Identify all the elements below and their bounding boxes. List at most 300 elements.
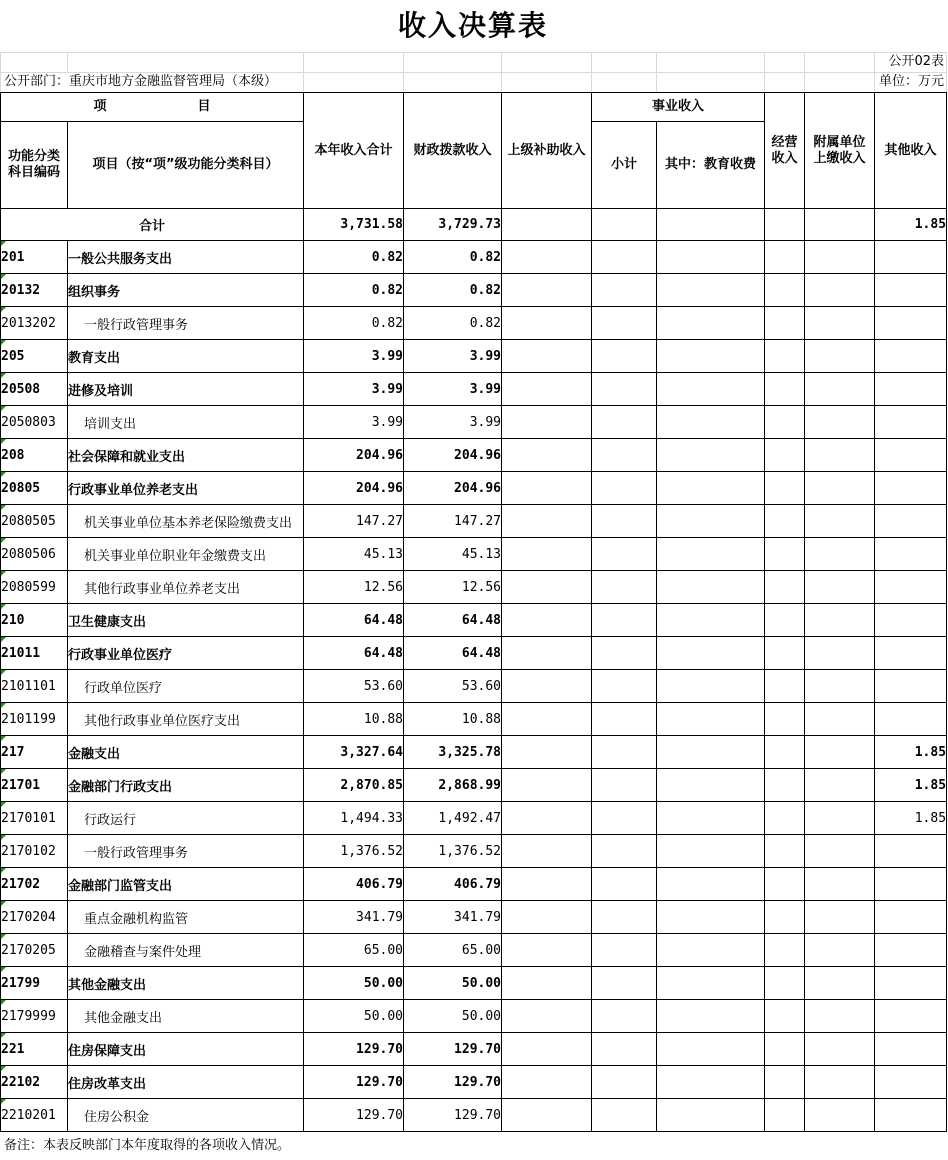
total-income-cell: 129.70 (304, 1033, 404, 1066)
item-name-cell: 住房保障支出 (68, 1033, 304, 1066)
operating-income-cell (765, 571, 805, 604)
business-income-subtotal-cell (592, 340, 657, 373)
education-fee-cell (657, 703, 765, 736)
fiscal-appropriation-cell: 3.99 (404, 340, 502, 373)
grand-total-fiscal-cell: 3,729.73 (404, 209, 502, 241)
table-row (1, 439, 947, 472)
gridline (67, 52, 68, 72)
function-code-cell: 2179999 (1, 1000, 68, 1033)
grand-total-income-cell: 3,731.58 (304, 209, 404, 241)
affiliated-remittance-cell (805, 868, 875, 901)
operating-income-cell (765, 505, 805, 538)
superior-subsidy-cell (502, 1066, 592, 1099)
superior-subsidy-cell (502, 505, 592, 538)
function-code-cell: 20132 (1, 274, 68, 307)
business-income-subtotal-cell (592, 1033, 657, 1066)
item-name-cell: 行政单位医疗 (68, 670, 304, 703)
other-income-cell: 1.85 (875, 769, 947, 802)
total-income-cell: 53.60 (304, 670, 404, 703)
operating-income-cell (765, 241, 805, 274)
superior-subsidy-cell (502, 472, 592, 505)
total-income-cell: 45.13 (304, 538, 404, 571)
grand-total-education-cell (657, 209, 765, 241)
operating-income-cell (765, 835, 805, 868)
education-fee-cell (657, 736, 765, 769)
item-name-cell: 卫生健康支出 (68, 604, 304, 637)
function-code-cell: 21799 (1, 967, 68, 1000)
operating-income-cell (765, 538, 805, 571)
total-income-cell: 64.48 (304, 637, 404, 670)
operating-income-cell (765, 901, 805, 934)
fiscal-appropriation-cell: 50.00 (404, 967, 502, 1000)
superior-subsidy-cell (502, 736, 592, 769)
education-fee-cell (657, 538, 765, 571)
total-income-cell: 147.27 (304, 505, 404, 538)
fiscal-appropriation-cell: 341.79 (404, 901, 502, 934)
function-code-cell: 2101101 (1, 670, 68, 703)
operating-income-cell (765, 736, 805, 769)
other-income-cell (875, 703, 947, 736)
other-income-cell (875, 241, 947, 274)
grand-total-subtotal-cell (592, 209, 657, 241)
business-income-subtotal-cell (592, 604, 657, 637)
education-fee-cell (657, 637, 765, 670)
other-income-cell (875, 505, 947, 538)
column-header-operating-income-label: 经营收入 (771, 134, 798, 166)
gridline (0, 52, 1, 92)
total-income-cell: 3.99 (304, 406, 404, 439)
other-income-cell (875, 1066, 947, 1099)
education-fee-cell (657, 406, 765, 439)
fiscal-appropriation-cell: 65.00 (404, 934, 502, 967)
education-fee-cell (657, 835, 765, 868)
column-header-function-code (1, 122, 68, 209)
unit-label: 单位：万元 (878, 74, 944, 89)
gridline (656, 52, 657, 92)
function-code-cell: 2080599 (1, 571, 68, 604)
function-code-cell: 2080505 (1, 505, 68, 538)
affiliated-remittance-cell (805, 274, 875, 307)
table-row (1, 901, 947, 934)
gridline (303, 52, 304, 92)
item-name-cell: 行政事业单位医疗 (68, 637, 304, 670)
education-fee-cell (657, 472, 765, 505)
table-row (1, 241, 947, 274)
table-row (1, 1099, 947, 1132)
other-income-cell (875, 967, 947, 1000)
column-header-function-code-label: 功能分类科目编码 (7, 149, 60, 180)
item-name-cell: 一般行政管理事务 (68, 307, 304, 340)
education-fee-cell (657, 967, 765, 1000)
function-code-cell: 2013202 (1, 307, 68, 340)
gridline (804, 52, 805, 92)
total-income-cell: 406.79 (304, 868, 404, 901)
affiliated-remittance-cell (805, 703, 875, 736)
business-income-subtotal-cell (592, 670, 657, 703)
column-header-total-income: 本年收入合计 (304, 93, 404, 209)
business-income-subtotal-cell (592, 373, 657, 406)
affiliated-remittance-cell (805, 1000, 875, 1033)
education-fee-cell (657, 307, 765, 340)
other-income-cell (875, 1033, 947, 1066)
table-row (1, 571, 947, 604)
operating-income-cell (765, 274, 805, 307)
operating-income-cell (765, 967, 805, 1000)
superior-subsidy-cell (502, 307, 592, 340)
superior-subsidy-cell (502, 604, 592, 637)
other-income-cell (875, 637, 947, 670)
item-name-cell: 培训支出 (68, 406, 304, 439)
other-income-cell (875, 439, 947, 472)
gridline (764, 52, 765, 92)
total-income-cell: 129.70 (304, 1066, 404, 1099)
item-name-cell: 教育支出 (68, 340, 304, 373)
total-income-cell: 0.82 (304, 274, 404, 307)
affiliated-remittance-cell (805, 406, 875, 439)
table-number: 公开02表 (888, 54, 944, 69)
table-row (1, 1000, 947, 1033)
other-income-cell (875, 901, 947, 934)
item-name-cell: 组织事务 (68, 274, 304, 307)
function-code-cell: 2170205 (1, 934, 68, 967)
education-fee-cell (657, 274, 765, 307)
other-income-cell (875, 868, 947, 901)
affiliated-remittance-cell (805, 472, 875, 505)
operating-income-cell (765, 670, 805, 703)
education-fee-cell (657, 604, 765, 637)
affiliated-remittance-cell (805, 307, 875, 340)
table-row (1, 802, 947, 835)
table-row (1, 505, 947, 538)
operating-income-cell (765, 604, 805, 637)
column-header-item (1, 93, 304, 122)
total-income-cell: 65.00 (304, 934, 404, 967)
affiliated-remittance-cell (805, 1033, 875, 1066)
other-income-cell (875, 571, 947, 604)
affiliated-remittance-cell (805, 967, 875, 1000)
business-income-subtotal-cell (592, 538, 657, 571)
table-row (1, 1066, 947, 1099)
item-name-cell: 其他行政事业单位医疗支出 (68, 703, 304, 736)
table-row (1, 1033, 947, 1066)
total-income-cell: 3.99 (304, 373, 404, 406)
other-income-cell (875, 538, 947, 571)
affiliated-remittance-cell (805, 439, 875, 472)
operating-income-cell (765, 340, 805, 373)
fiscal-appropriation-cell: 3,325.78 (404, 736, 502, 769)
superior-subsidy-cell (502, 670, 592, 703)
other-income-cell (875, 670, 947, 703)
item-name-cell: 行政运行 (68, 802, 304, 835)
business-income-subtotal-cell (592, 571, 657, 604)
item-name-cell: 住房公积金 (68, 1099, 304, 1132)
superior-subsidy-cell (502, 769, 592, 802)
fiscal-appropriation-cell: 50.00 (404, 1000, 502, 1033)
total-income-cell: 129.70 (304, 1099, 404, 1132)
education-fee-cell (657, 802, 765, 835)
item-name-cell: 社会保障和就业支出 (68, 439, 304, 472)
business-income-subtotal-cell (592, 241, 657, 274)
item-name-cell: 重点金融机构监管 (68, 901, 304, 934)
header-row (1, 93, 947, 122)
business-income-subtotal-cell (592, 802, 657, 835)
business-income-subtotal-cell (592, 472, 657, 505)
table-row (1, 604, 947, 637)
total-income-cell: 1,376.52 (304, 835, 404, 868)
fiscal-appropriation-cell: 129.70 (404, 1066, 502, 1099)
column-header-affiliated-remittance (805, 93, 875, 209)
function-code-cell: 2101199 (1, 703, 68, 736)
business-income-subtotal-cell (592, 769, 657, 802)
fiscal-appropriation-cell: 3.99 (404, 373, 502, 406)
function-code-cell: 2170102 (1, 835, 68, 868)
education-fee-cell (657, 670, 765, 703)
fiscal-appropriation-cell: 64.48 (404, 604, 502, 637)
business-income-subtotal-cell (592, 307, 657, 340)
function-code-cell: 2170204 (1, 901, 68, 934)
gridline (403, 52, 404, 92)
function-code-cell: 2080506 (1, 538, 68, 571)
operating-income-cell (765, 373, 805, 406)
education-fee-cell (657, 340, 765, 373)
function-code-cell: 208 (1, 439, 68, 472)
other-income-cell (875, 406, 947, 439)
item-name-cell: 金融支出 (68, 736, 304, 769)
total-income-cell: 12.56 (304, 571, 404, 604)
item-name-cell: 机关事业单位职业年金缴费支出 (68, 538, 304, 571)
business-income-subtotal-cell (592, 1000, 657, 1033)
superior-subsidy-cell (502, 934, 592, 967)
fiscal-appropriation-cell: 12.56 (404, 571, 502, 604)
superior-subsidy-cell (502, 802, 592, 835)
total-income-cell: 2,870.85 (304, 769, 404, 802)
superior-subsidy-cell (502, 439, 592, 472)
item-name-cell: 行政事业单位养老支出 (68, 472, 304, 505)
column-header-item-label: 项 目 (93, 99, 211, 114)
column-header-operating-income (765, 93, 805, 209)
total-income-cell: 50.00 (304, 1000, 404, 1033)
function-code-cell: 221 (1, 1033, 68, 1066)
affiliated-remittance-cell (805, 340, 875, 373)
fiscal-appropriation-cell: 64.48 (404, 637, 502, 670)
total-income-cell: 64.48 (304, 604, 404, 637)
column-header-affiliated-remittance-label: 附属单位上缴收入 (813, 134, 866, 166)
business-income-subtotal-cell (592, 934, 657, 967)
other-income-cell (875, 274, 947, 307)
affiliated-remittance-cell (805, 670, 875, 703)
fiscal-appropriation-cell: 0.82 (404, 274, 502, 307)
education-fee-cell (657, 934, 765, 967)
item-name-cell: 金融部门监管支出 (68, 868, 304, 901)
operating-income-cell (765, 472, 805, 505)
function-code-cell: 217 (1, 736, 68, 769)
fiscal-appropriation-cell: 0.82 (404, 307, 502, 340)
education-fee-cell (657, 505, 765, 538)
grand-total-superior-cell (502, 209, 592, 241)
item-name-cell: 金融部门行政支出 (68, 769, 304, 802)
business-income-subtotal-cell (592, 1066, 657, 1099)
item-name-cell: 其他金融支出 (68, 967, 304, 1000)
superior-subsidy-cell (502, 1099, 592, 1132)
business-income-subtotal-cell (592, 835, 657, 868)
item-name-cell: 金融稽查与案件处理 (68, 934, 304, 967)
function-code-cell: 2170101 (1, 802, 68, 835)
fiscal-appropriation-cell: 3.99 (404, 406, 502, 439)
education-fee-cell (657, 1033, 765, 1066)
business-income-subtotal-cell (592, 868, 657, 901)
table-row (1, 769, 947, 802)
total-income-cell: 204.96 (304, 439, 404, 472)
operating-income-cell (765, 406, 805, 439)
grand-total-operating-cell (765, 209, 805, 241)
other-income-cell: 1.85 (875, 736, 947, 769)
other-income-cell (875, 307, 947, 340)
business-income-subtotal-cell (592, 703, 657, 736)
column-header-item-name: 项目（按“项”级功能分类科目） (68, 122, 304, 209)
education-fee-cell (657, 901, 765, 934)
total-income-cell: 10.88 (304, 703, 404, 736)
column-header-superior-subsidy: 上级补助收入 (502, 93, 592, 209)
function-code-cell: 21701 (1, 769, 68, 802)
fiscal-appropriation-cell: 45.13 (404, 538, 502, 571)
function-code-cell: 205 (1, 340, 68, 373)
function-code-cell: 20805 (1, 472, 68, 505)
business-income-subtotal-cell (592, 274, 657, 307)
page-title: 收入决算表 (397, 9, 548, 42)
item-name-cell: 进修及培训 (68, 373, 304, 406)
total-income-cell: 1,494.33 (304, 802, 404, 835)
total-income-cell: 341.79 (304, 901, 404, 934)
superior-subsidy-cell (502, 868, 592, 901)
affiliated-remittance-cell (805, 934, 875, 967)
grand-total-row (1, 209, 947, 241)
other-income-cell: 1.85 (875, 802, 947, 835)
grand-total-label: 合计 (1, 209, 304, 241)
business-income-subtotal-cell (592, 439, 657, 472)
other-income-cell (875, 835, 947, 868)
item-name-cell: 一般行政管理事务 (68, 835, 304, 868)
fiscal-appropriation-cell: 129.70 (404, 1099, 502, 1132)
affiliated-remittance-cell (805, 769, 875, 802)
operating-income-cell (765, 802, 805, 835)
superior-subsidy-cell (502, 406, 592, 439)
item-name-cell: 住房改革支出 (68, 1066, 304, 1099)
column-header-other-income: 其他收入 (875, 93, 947, 209)
table-row (1, 274, 947, 307)
other-income-cell (875, 472, 947, 505)
table-row (1, 868, 947, 901)
fiscal-appropriation-cell: 1,376.52 (404, 835, 502, 868)
fiscal-appropriation-cell: 204.96 (404, 439, 502, 472)
education-fee-cell (657, 439, 765, 472)
affiliated-remittance-cell (805, 373, 875, 406)
superior-subsidy-cell (502, 637, 592, 670)
business-income-subtotal-cell (592, 1099, 657, 1132)
operating-income-cell (765, 439, 805, 472)
fiscal-appropriation-cell: 1,492.47 (404, 802, 502, 835)
other-income-cell (875, 373, 947, 406)
education-fee-cell (657, 241, 765, 274)
superior-subsidy-cell (502, 1000, 592, 1033)
table-row (1, 670, 947, 703)
education-fee-cell (657, 1066, 765, 1099)
superior-subsidy-cell (502, 835, 592, 868)
footnote: 备注：本表反映部门本年度取得的各项收入情况。 (4, 1138, 291, 1153)
gridline (501, 52, 502, 92)
item-name-cell: 一般公共服务支出 (68, 241, 304, 274)
operating-income-cell (765, 1066, 805, 1099)
operating-income-cell (765, 1033, 805, 1066)
superior-subsidy-cell (502, 967, 592, 1000)
table-row (1, 835, 947, 868)
education-fee-cell (657, 1099, 765, 1132)
affiliated-remittance-cell (805, 604, 875, 637)
table-row (1, 340, 947, 373)
table-row (1, 472, 947, 505)
fiscal-appropriation-cell: 129.70 (404, 1033, 502, 1066)
function-code-cell: 201 (1, 241, 68, 274)
operating-income-cell (765, 934, 805, 967)
business-income-subtotal-cell (592, 406, 657, 439)
department-label: 公开部门：重庆市地方金融监督管理局（本级） (4, 74, 278, 89)
education-fee-cell (657, 571, 765, 604)
gridline (591, 52, 592, 92)
other-income-cell (875, 340, 947, 373)
function-code-cell: 20508 (1, 373, 68, 406)
affiliated-remittance-cell (805, 505, 875, 538)
operating-income-cell (765, 868, 805, 901)
business-income-subtotal-cell (592, 505, 657, 538)
table-row (1, 373, 947, 406)
education-fee-cell (657, 868, 765, 901)
table-row (1, 736, 947, 769)
column-header-business-income: 事业收入 (592, 93, 765, 122)
total-income-cell: 0.82 (304, 307, 404, 340)
function-code-cell: 2050803 (1, 406, 68, 439)
superior-subsidy-cell (502, 901, 592, 934)
other-income-cell (875, 1099, 947, 1132)
other-income-cell (875, 1000, 947, 1033)
fiscal-appropriation-cell: 204.96 (404, 472, 502, 505)
grand-total-affiliated-cell (805, 209, 875, 241)
column-header-education-fee: 其中：教育收费 (657, 122, 765, 209)
gridline (946, 52, 947, 92)
superior-subsidy-cell (502, 241, 592, 274)
superior-subsidy-cell (502, 703, 592, 736)
table-row (1, 703, 947, 736)
superior-subsidy-cell (502, 340, 592, 373)
item-name-cell: 机关事业单位基本养老保险缴费支出 (68, 505, 304, 538)
operating-income-cell (765, 703, 805, 736)
business-income-subtotal-cell (592, 901, 657, 934)
fiscal-appropriation-cell: 53.60 (404, 670, 502, 703)
education-fee-cell (657, 769, 765, 802)
column-header-fiscal-appropriation: 财政拨款收入 (404, 93, 502, 209)
operating-income-cell (765, 307, 805, 340)
superior-subsidy-cell (502, 538, 592, 571)
fiscal-appropriation-cell: 2,868.99 (404, 769, 502, 802)
total-income-cell: 3,327.64 (304, 736, 404, 769)
operating-income-cell (765, 637, 805, 670)
table-row (1, 637, 947, 670)
education-fee-cell (657, 373, 765, 406)
fiscal-appropriation-cell: 0.82 (404, 241, 502, 274)
affiliated-remittance-cell (805, 736, 875, 769)
table-row (1, 307, 947, 340)
affiliated-remittance-cell (805, 901, 875, 934)
affiliated-remittance-cell (805, 1066, 875, 1099)
superior-subsidy-cell (502, 274, 592, 307)
